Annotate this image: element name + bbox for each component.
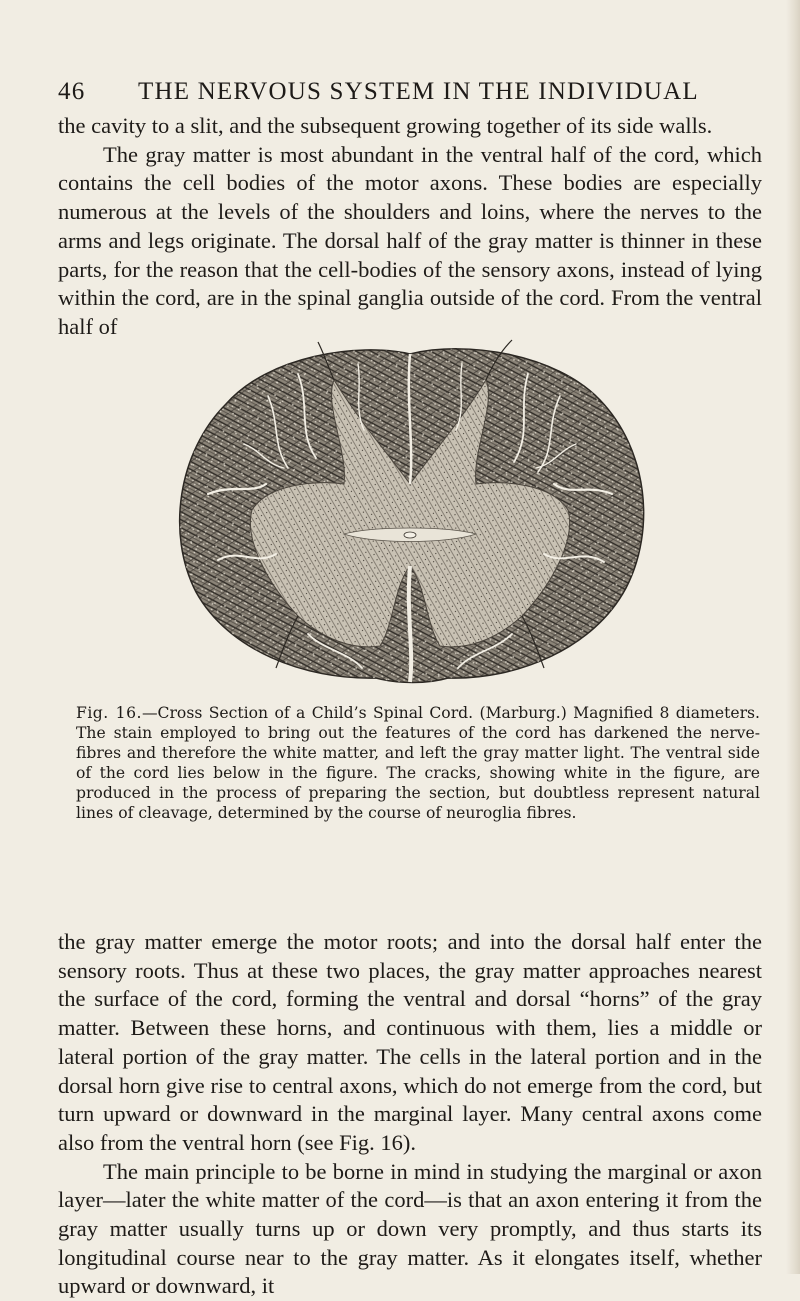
paragraph: The gray matter is most abundant in the ventral half of the cord, which contains the cell bodies of the motor axons. These bodies are especially numerous at the levels of the shoulders and loins, where the nerves to the arms and legs originate. The dorsal half of the gray matter is thinner in these parts, for the reason that the cell-bodies of the sensory axons, instead of lying within the cord, are in the spinal ganglia outside of the cord. From the ventral half of [58,141,762,339]
page-number: 46 [58,78,86,105]
page-header [58,78,758,110]
spinal-cord-cross-section-illustration [148,334,670,686]
body-text-bottom [58,928,762,1301]
figure-caption [76,704,760,823]
paragraph: the gray matter emerge the motor roots; and into the dorsal half enter the sensory roots. Thus at these two places, the gray matter approaches nearest the surface of the cord, forming the ventral and dorsal “horns” of the gray matter. Between these horns, and continuous with them, lies a middle or lateral portion of the gray matter. The cells in the lateral portion and in the dorsal horn give rise to central axons, which do not emerge from the cord, but turn upward or downward in the marginal layer. Many central axons come also from the ventral horn (see Fig. 16). [58,929,762,1155]
spinal-cord-figure [148,334,670,686]
running-title: THE NERVOUS SYSTEM IN THE INDIVIDUAL [138,78,699,105]
page-edge-shadow [786,0,800,1274]
paragraph: the cavity to a slit, and the subsequent growing together of its side walls. [58,113,713,138]
figure-label: Fig. 16. [76,704,142,722]
body-text-top [58,112,762,342]
figure-caption-text: —Cross Section of a Child’s Spinal Cord. (Marburg.) Magnified 8 diameters. The stain employed to bring out the features of the cord has darkened the nerve-fibres and therefore the white matter, and left the gray matter light. The ventral side of the cord lies below in the figure. The cracks, showing white in the figure, are produced in the process of preparing the section, but doubtless represent natural lines of cleavage, determined by the course of neuroglia fibres. [76,704,760,822]
paragraph: The main principle to be borne in mind in studying the marginal or axon layer—later the white matter of the cord—is that an axon entering it from the gray matter usually turns up or down very promptly, and thus starts its longitudinal course near to the gray matter. As it elongates itself, whether upward or downward, it [58,1158,762,1299]
